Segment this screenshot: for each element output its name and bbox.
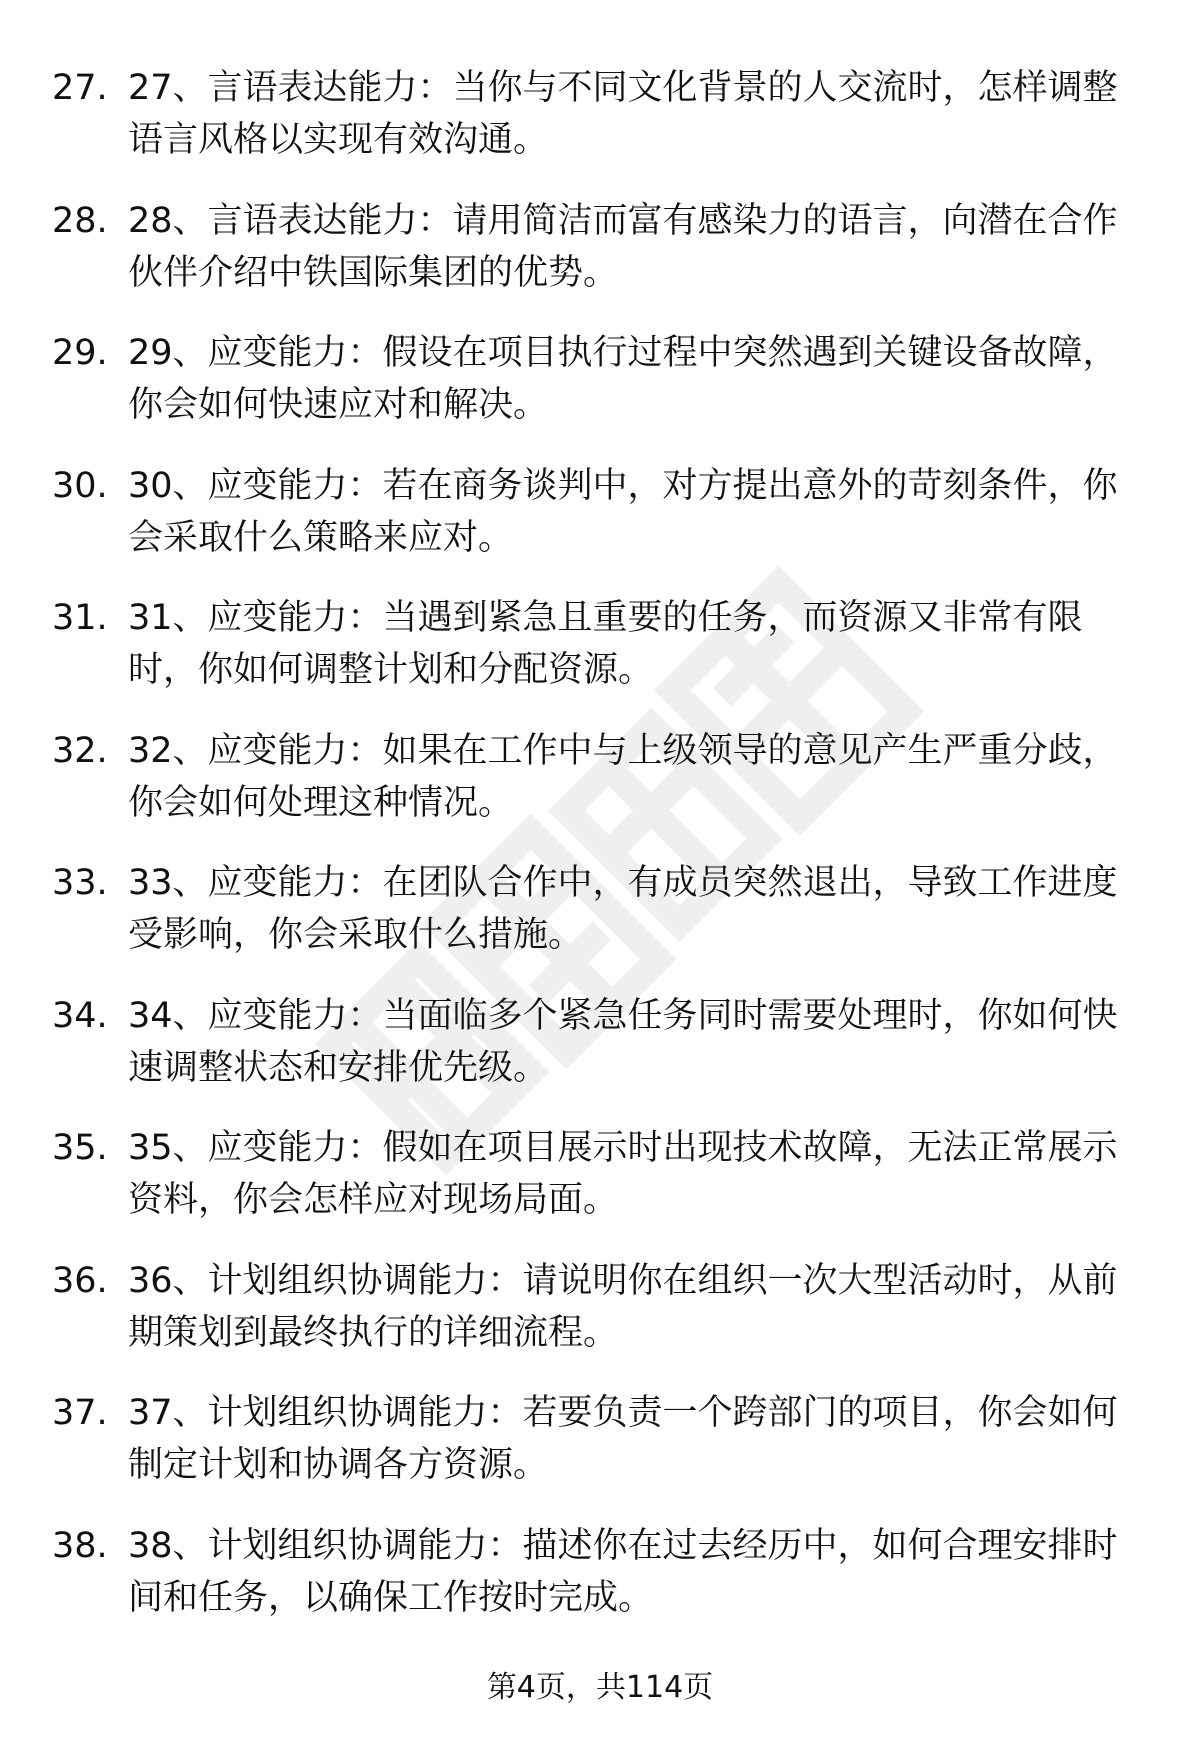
question-text: 34、应变能力：当面临多个紧急任务同时需要处理时，你如何快速调整状态和安排优先级。: [128, 995, 1118, 1088]
list-item: [0, 725, 1200, 858]
list-item: [0, 62, 1200, 195]
question-text: 38、计划组织协调能力：描述你在过去经历中，如何合理安排时间和任务，以确保工作按时完成。: [128, 1525, 1118, 1618]
question-text: 35、应变能力：假如在项目展示时出现技术故障，无法正常展示资料，你会怎样应对现场局面。: [128, 1128, 1118, 1220]
list-item: [0, 195, 1200, 328]
list-item: [0, 1122, 1200, 1255]
question-number: 27.: [52, 68, 108, 108]
question-number: 31.: [52, 598, 108, 638]
question-text: 37、计划组织协调能力：若要负责一个跨部门的项目，你会如何制定计划和协调各方资源。: [128, 1393, 1118, 1485]
question-number: 34.: [52, 995, 108, 1036]
list-item: [0, 1255, 1200, 1388]
question-text: 33、应变能力：在团队合作中，有成员突然退出，导致工作进度受影响，你会采取什么措施。: [128, 863, 1118, 955]
list-item: [0, 857, 1200, 990]
question-text: 29、应变能力：假设在项目执行过程中突然遇到关键设备故障，你会如何快速应对和解决。: [128, 333, 1118, 425]
question-number: 37.: [52, 1393, 108, 1433]
question-text: 28、言语表达能力：请用简洁而富有感染力的语言，向潜在合作伙伴介绍中铁国际集团的优势。: [128, 200, 1118, 293]
question-number: 29.: [52, 333, 108, 373]
list-item: [0, 460, 1200, 593]
list-item: [0, 327, 1200, 460]
question-text: 36、计划组织协调能力：请说明你在组织一次大型活动时，从前期策划到最终执行的详细流程。: [128, 1260, 1118, 1353]
question-text: 30、应变能力：若在商务谈判中，对方提出意外的苛刻条件，你会采取什么策略来应对。: [128, 465, 1118, 558]
question-number: 32.: [52, 730, 108, 771]
question-number: 35.: [52, 1128, 108, 1168]
question-number: 33.: [52, 863, 108, 903]
list-item: [0, 1520, 1200, 1653]
list-item: [0, 990, 1200, 1123]
question-number: 36.: [52, 1260, 108, 1301]
question-text: 31、应变能力：当遇到紧急且重要的任务，而资源又非常有限时，你如何调整计划和分配资源。: [128, 598, 1083, 690]
list-item: [0, 1387, 1200, 1520]
question-text: 27、言语表达能力：当你与不同文化背景的人交流时，怎样调整语言风格以实现有效沟通。: [128, 68, 1118, 160]
question-text: 32、应变能力：如果在工作中与上级领导的意见产生严重分歧，你会如何处理这种情况。: [128, 730, 1118, 823]
question-list: [0, 62, 1200, 1652]
list-item: [0, 592, 1200, 725]
question-number: 30.: [52, 465, 108, 506]
page-footer: 第4页，共114页: [486, 1670, 714, 1705]
question-number: 38.: [52, 1525, 108, 1566]
question-number: 28.: [52, 200, 108, 241]
